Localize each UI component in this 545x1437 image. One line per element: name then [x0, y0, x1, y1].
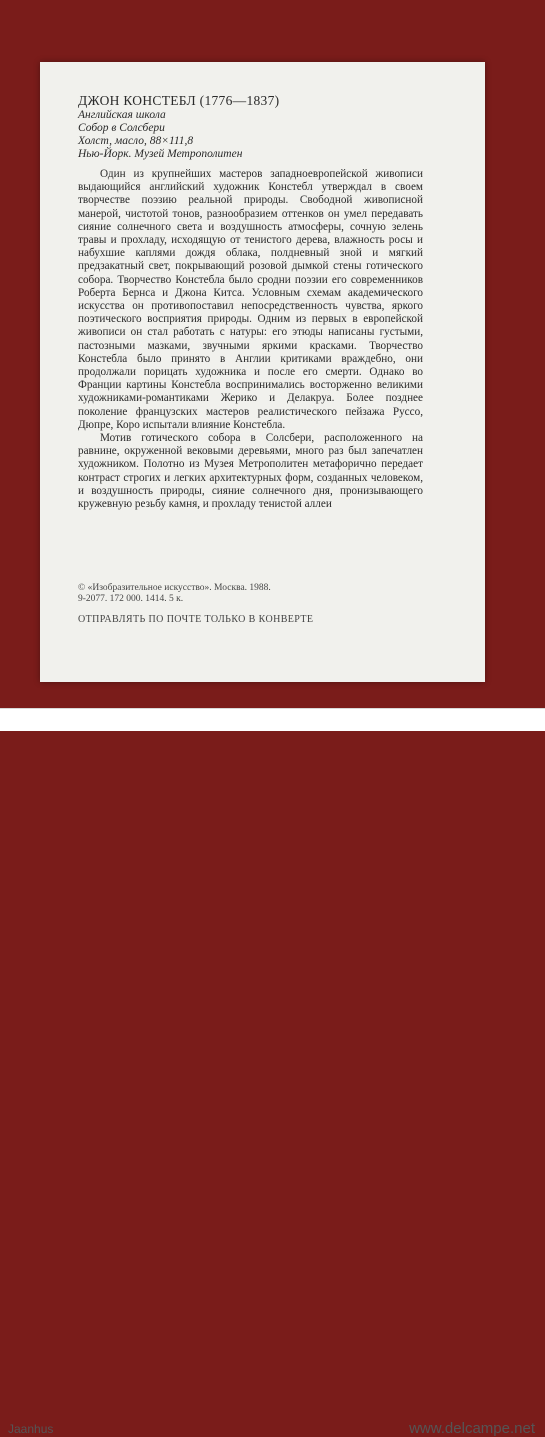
museum-label: Нью-Йорк. Музей Метрополитен [78, 148, 243, 160]
postcard-back [40, 62, 485, 682]
publisher-line: © «Изобразительное искусство». Москва. 1988. [78, 583, 271, 593]
description [78, 168, 423, 511]
artist-title: ДЖОН КОНСТЕБЛ (1776—1837) [78, 93, 280, 108]
watermark-site: www.delcampe.net [409, 1420, 535, 1437]
work-title: Собор в Солсбери [78, 122, 165, 134]
mailing-note: ОТПРАВЛЯТЬ ПО ПОЧТЕ ТОЛЬКО В КОНВЕРТЕ [78, 614, 314, 625]
watermark-seller: Jaanhus [8, 1422, 54, 1436]
footer-block [78, 583, 313, 625]
print-info-line: 9-2077. 172 000. 1414. 5 к. [78, 593, 184, 604]
watermark-bar [0, 708, 545, 1437]
description-paragraph: Один из крупнейших мастеров западноевропейской живописи выдающийся английский художник Констебл утверждал в своем творчестве поэзию реальной природы. Свободной живописной манерой, чистотой тонов, разнообразием оттенков он умел передавать сияние солнечного света и воздушность атмосферы, сочную зелень травы и прохладу, исходящую от тенистого дерева, влажность росы и набухшие каплями дождя облака, полдневный зной и мягкий предзакатный свет, покрывающий розовой дымкой стены готического собора. Творчество Констебла было сродни поэзии его современников Роберта Бернса и Джона Китса. Условным схемам академического искусства он противопоставил непосредственность чувства, яркого поэтического восприятия природы. Одним из первых в европейской живописи он стал работать с натуры: его этюды написаны густыми, пастозными мазками, звучными яркими красками. Творчество Констебла было принято в Англии критиками враждебно, они продолжали порицать художника и после его смерти. Однако во Франции картины Констебла воспринимались восторженно великими художниками-романтиками Жерико и Делакруа. Более позднее поколение французских мастеров реалистического пейзажа Руссо, Дюпре, Коро испытали влияние Констебла. [78, 168, 423, 431]
header-block [78, 93, 279, 161]
medium-label: Холст, масло, 88×111,8 [78, 135, 194, 147]
school-label: Английская школа [78, 109, 166, 121]
description-paragraph: Мотив готического собора в Солсбери, расположенного на равнине, окруженной вековыми деревьями, много раз был запечатлен художником. Полотно из Музея Метрополитен метафорично передает контраст строгих и легких архитектурных форм, созданных человеком, и воздушность природы, сияние солнечного дня, пронизывающего кружевную резьбу камня, и прохладу тенистой аллеи [78, 432, 423, 511]
